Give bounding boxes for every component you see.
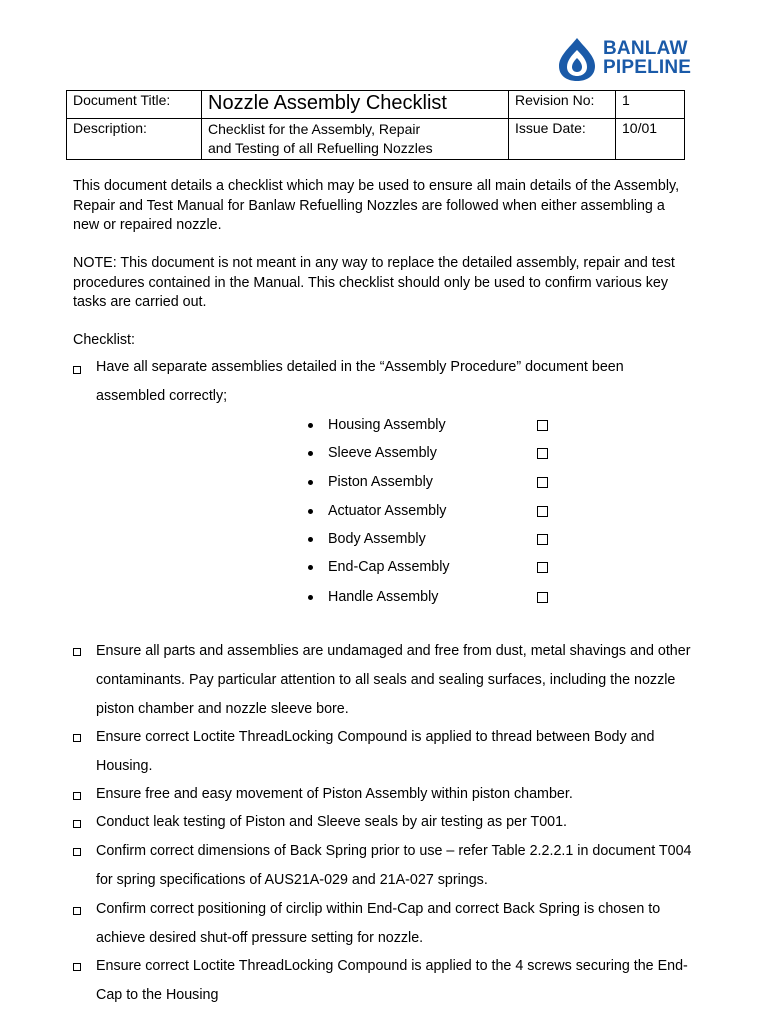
checklist-item: Conduct leak testing of Piston and Sleeve seals by air testing as per T001. — [96, 814, 568, 830]
square-bullet-icon — [73, 848, 81, 856]
issue-date-value: 10/01 — [616, 119, 685, 160]
sub-item-label: Handle Assembly — [328, 589, 439, 605]
note-paragraph: NOTE: This document is not meant in any way to replace the detailed assembly, repair and test procedures contained in the Manual. This checklist should only be used to confirm various key tasks are carried out. — [73, 255, 675, 310]
revision-label: Revision No: — [509, 91, 616, 119]
intro-paragraph: This document details a checklist which may be used to ensure all main details of the Assembly, Repair and Test Manual for Banlaw Refuelling Nozzles are followed when either assembling a new or repaired nozzle. — [73, 178, 680, 233]
company-logo — [555, 36, 705, 82]
square-bullet-icon — [73, 820, 81, 828]
checkbox[interactable] — [537, 562, 548, 573]
bullet-dot-icon — [308, 423, 313, 428]
bullet-dot-icon — [308, 480, 313, 485]
doc-title-label: Document Title: — [67, 91, 202, 119]
checkbox[interactable] — [537, 592, 548, 603]
square-bullet-icon — [73, 792, 81, 800]
logo-wordmark — [603, 39, 691, 77]
square-bullet-icon — [73, 648, 81, 656]
doc-title: Nozzle Assembly Checklist — [202, 91, 509, 119]
revision-value: 1 — [616, 91, 685, 119]
checklist-item: Ensure free and easy movement of Piston Assembly within piston chamber. — [96, 786, 573, 802]
checklist-heading: Checklist: — [73, 332, 135, 348]
checkbox[interactable] — [537, 506, 548, 517]
square-bullet-icon — [73, 963, 81, 971]
sub-item-label: End-Cap Assembly — [328, 559, 450, 575]
checkbox[interactable] — [537, 448, 548, 459]
checkbox[interactable] — [537, 420, 548, 431]
document-header-table — [66, 90, 685, 160]
checkbox[interactable] — [537, 477, 548, 488]
logo-line2: PIPELINE — [603, 57, 692, 78]
checkbox[interactable] — [537, 534, 548, 545]
sub-item-label: Body Assembly — [328, 531, 426, 547]
sub-item-label: Actuator Assembly — [328, 503, 447, 519]
water-drop-logo-icon — [555, 36, 599, 82]
checklist-item: Confirm correct positioning of circlip within End-Cap and correct Back Spring is chosen to achieve desired shut-off pressure setting for nozzle. — [96, 901, 661, 946]
description-value — [202, 119, 509, 160]
description-label: Description: — [67, 119, 202, 160]
logo-line1: BANLAW — [603, 38, 688, 59]
checklist-item: Have all separate assemblies detailed in the “Assembly Procedure” document been assembled correctly; — [96, 359, 624, 404]
checklist-item: Ensure correct Loctite ThreadLocking Compound is applied to the 4 screws securing the End-Cap to the Housing — [96, 958, 688, 1003]
checklist-item: Confirm correct dimensions of Back Spring prior to use – refer Table 2.2.2.1 in document T004 for spring specifications of AUS21A-029 and 21A-027 springs. — [96, 843, 692, 888]
bullet-dot-icon — [308, 537, 313, 542]
square-bullet-icon — [73, 734, 81, 742]
bullet-dot-icon — [308, 565, 313, 570]
checklist-item: Ensure all parts and assemblies are undamaged and free from dust, metal shavings and other contaminants. Pay particular attention to all seals and sealing surfaces, including the nozzle piston chamber and nozzle sleeve bore. — [96, 643, 691, 717]
bullet-dot-icon — [308, 595, 313, 600]
checklist-item: Ensure correct Loctite ThreadLocking Compound is applied to thread between Body and Housing. — [96, 729, 655, 774]
description-line1: Checklist for the Assembly, Repair — [208, 121, 421, 137]
issue-date-label: Issue Date: — [509, 119, 616, 160]
sub-item-label: Sleeve Assembly — [328, 445, 437, 461]
sub-item-label: Housing Assembly — [328, 417, 446, 433]
square-bullet-icon — [73, 907, 81, 915]
square-bullet-icon — [73, 366, 81, 374]
bullet-dot-icon — [308, 509, 313, 514]
description-line2: and Testing of all Refuelling Nozzles — [208, 140, 433, 156]
sub-item-label: Piston Assembly — [328, 474, 433, 490]
bullet-dot-icon — [308, 451, 313, 456]
